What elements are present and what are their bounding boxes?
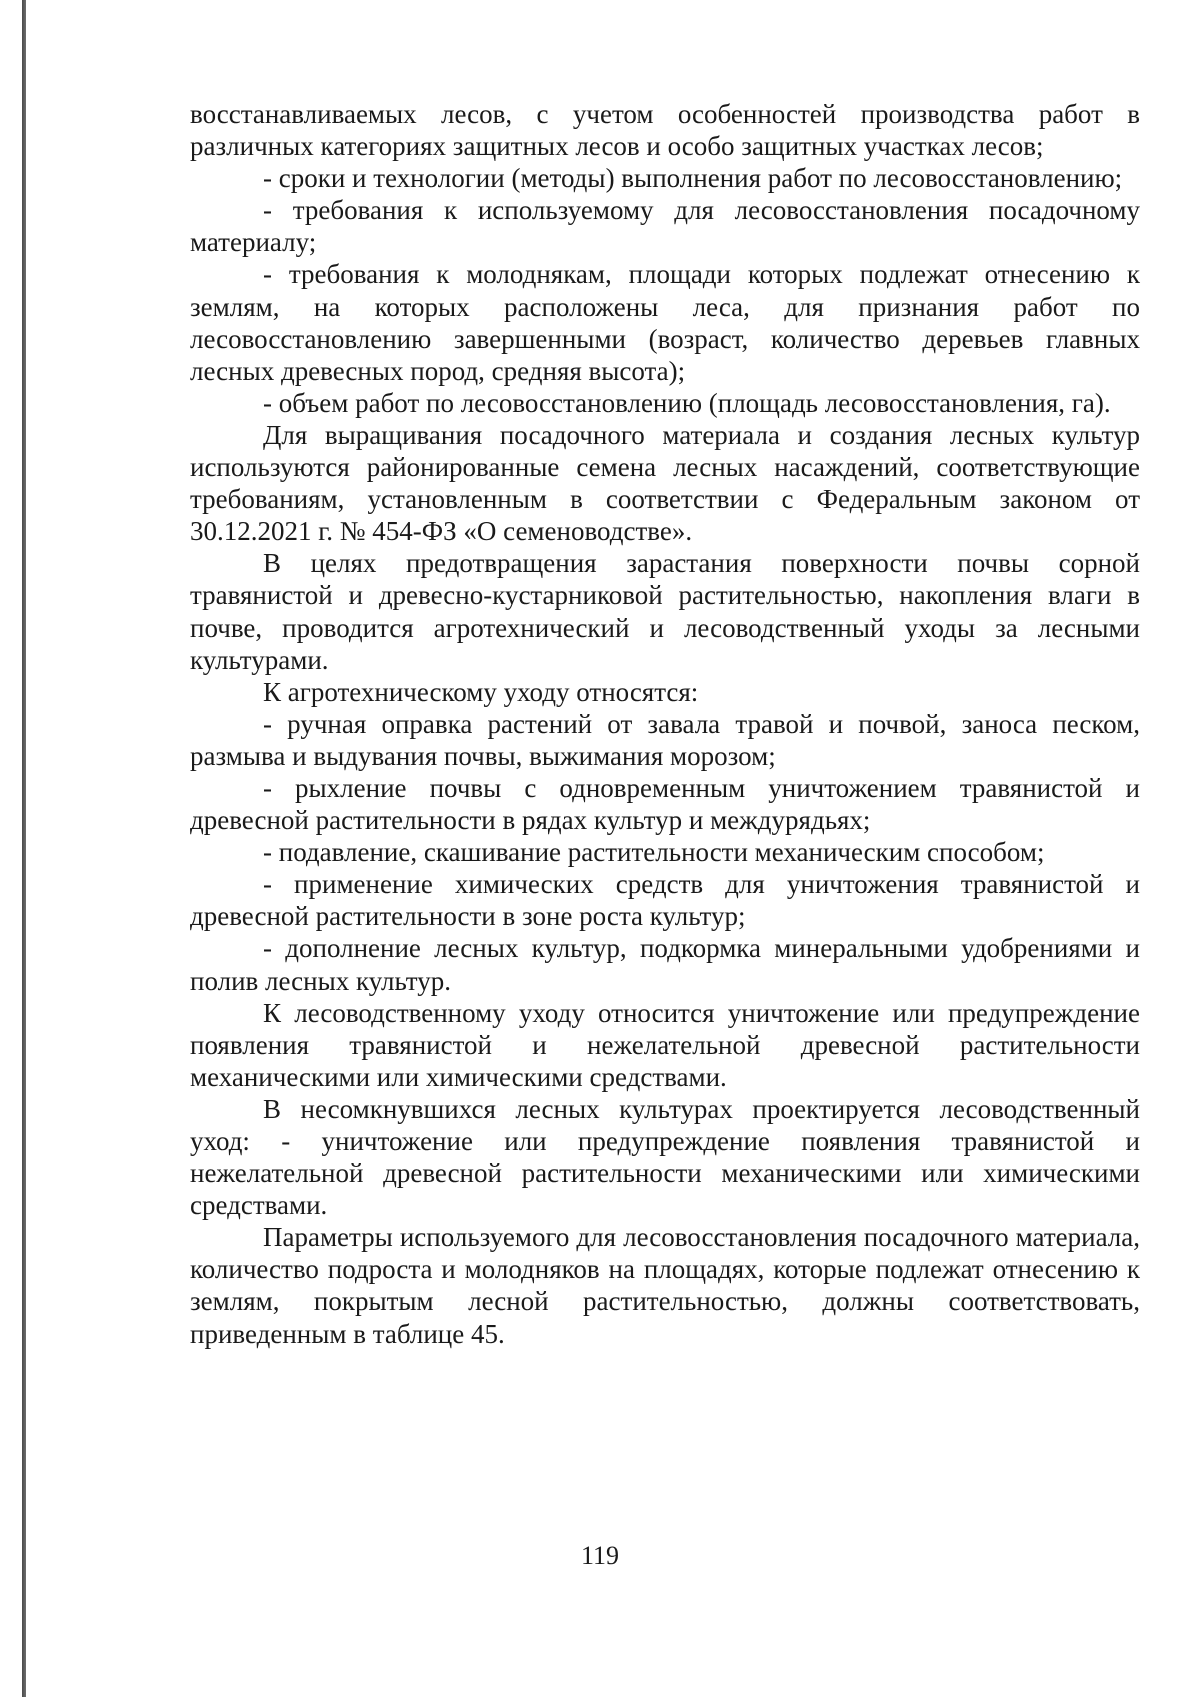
paragraph-1: восстанавливаемых лесов, с учетом особенностей производства работ в различных категориях защитных лесов и особо защитных участках лесов;	[190, 99, 1140, 162]
paragraph-4: - требования к молоднякам, площади которых подлежат отнесению к землям, на которых расположены леса, для признания работ по лесовосстановлению завершенными (возраст, количество деревьев главных лесных древесных пород, средняя высота);	[190, 259, 1140, 386]
scan-edge	[22, 0, 26, 1697]
document-body	[190, 98, 1140, 1350]
paragraph-3: - требования к используемому для лесовосстановления посадочному материалу;	[190, 195, 1140, 258]
paragraph-9: - ручная оправка растений от завала травой и почвой, заноса песком, размыва и выдувания почвы, выжимания морозом;	[190, 708, 1140, 771]
paragraph-14: К лесоводственному уходу относится уничтожение или предупреждение появления травянистой и нежелательной древесной растительности механическими или химическими средствами.	[190, 997, 1140, 1092]
paragraph-15: В несомкнувшихся лесных культурах проектируется лесоводственный уход: - уничтожение или предупреждение появления травянистой и нежелательной древесной растительности механическими или химическими средствами.	[190, 1093, 1140, 1221]
paragraph-12: - применение химических средств для уничтожения травянистой и древесной растительности в зоне роста культур;	[190, 869, 1140, 932]
paragraph-2: - сроки и технологии (методы) выполнения работ по лесовосстановлению;	[263, 163, 1123, 194]
paragraph-7: В целях предотвращения зарастания поверхности почвы сорной травянистой и древесно-кустарниковой растительностью, накопления влаги в почве, проводится агротехнический и лесоводственный уходы за лесными культурами.	[190, 548, 1140, 675]
paragraph-11: - подавление, скашивание растительности механическим способом;	[263, 837, 1045, 868]
paragraph-5: - объем работ по лесовосстановлению (площадь лесовосстановления, га).	[263, 387, 1111, 418]
paragraph-8: К агротехническому уходу относятся:	[263, 676, 699, 707]
paragraph-13: - дополнение лесных культур, подкормка минеральными удобрениями и полив лесных культур.	[190, 933, 1140, 996]
page-number: 119	[580, 1541, 620, 1570]
paragraph-6: Для выращивания посадочного материала и создания лесных культур используются районированные семена лесных насаждений, соответствующие требованиям, установленным в соответствии с Федеральным законом от 30.12.2021 г. № 454-ФЗ «О семеноводстве».	[190, 419, 1140, 547]
paragraph-16: Параметры используемого для лесовосстановления посадочного материала, количество подроста и молодняков на площадях, которые подлежат отнесению к землям, покрытым лесной растительностью, должны соответствовать, приведенным в таблице 45.	[190, 1222, 1140, 1349]
paragraph-10: - рыхление почвы с одновременным уничтожением травянистой и древесной растительности в рядах культур и междурядьях;	[190, 772, 1140, 836]
